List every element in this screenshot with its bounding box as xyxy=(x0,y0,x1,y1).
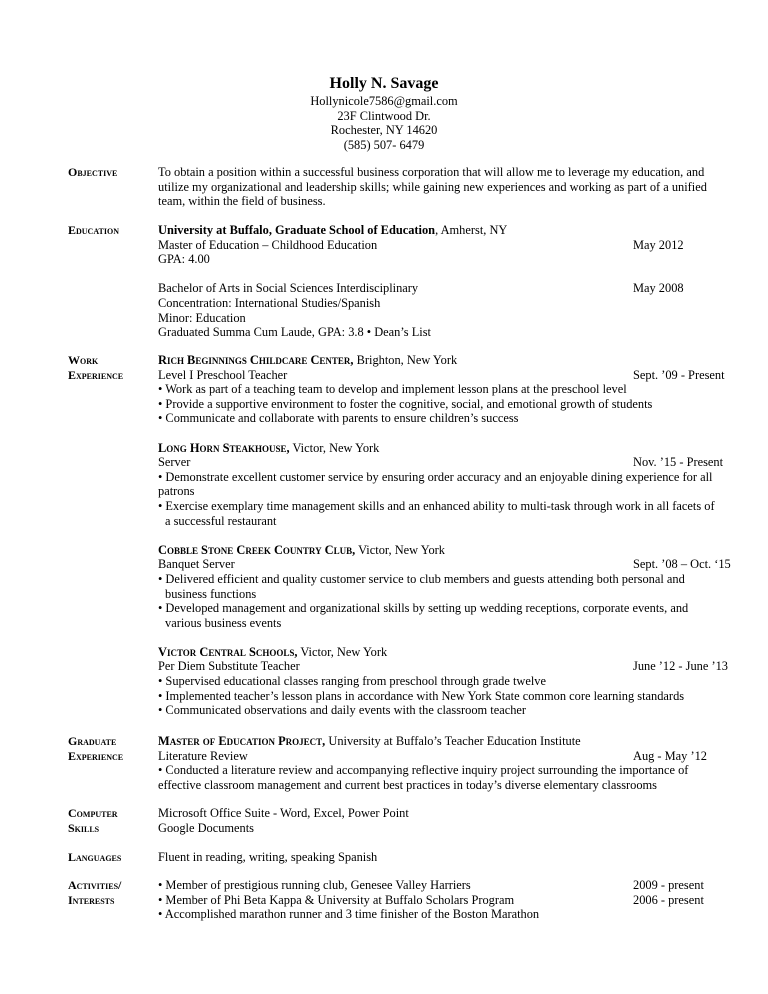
job-bullet: • Communicated observations and daily events with the classroom teacher xyxy=(158,703,527,718)
section-label: Education xyxy=(68,223,119,237)
minor-line: Minor: Education xyxy=(158,310,246,325)
objective-line: To obtain a position within a successful business corporation that will allow me to leverage my education, and xyxy=(158,165,705,179)
job-entry: Victor Central Schools, Victor, New York Per Diem Substitute Teacher June ’12 - June ’13 • Supervised educational classes ranging from preschool through grade twelve • Implemented teacher’s lesson plans in accordance with New York State common core learning standards • Communicated observations and daily events with the classroom teacher xyxy=(158,645,740,718)
objective-line: team, within the field of business. xyxy=(158,194,326,209)
contact-email: Hollynicole7586@gmail.com xyxy=(310,94,458,108)
job-entry: Cobble Stone Creek Country Club, Victor, New York Banquet Server Sept. ’08 – Oct. ‘15 • Delivered efficient and quality customer service to club members and guests attending both personal and business functions • Developed management and organizational skills by setting up wedding receptions, corporate events, and various business events xyxy=(158,543,740,631)
resume-header xyxy=(0,74,768,152)
skill-line: Google Documents xyxy=(158,820,255,835)
job-bullet: various business events xyxy=(165,615,282,630)
concentration-line: Concentration: International Studies/Spanish xyxy=(158,295,381,310)
job-entry: Long Horn Steakhouse, Victor, New York Server Nov. ’15 - Present • Demonstrate excellent customer service by ensuring order accuracy and an enjoyable dining experience for all patrons • Exercise exemplary time management skills and an enhanced ability to multi-task through work in all facets of a successful restaurant xyxy=(158,441,740,529)
job-bullet: • Provide a supportive environment to foster the cognitive, social, and emotional growth of students xyxy=(158,396,653,411)
job-bullet: patrons xyxy=(158,484,195,499)
objective-line: utilize my organizational and leadership skills; while gaining new experiences and working as part of a unified xyxy=(158,179,707,194)
resume-page: Holly N. Savage Hollynicole7586@gmail.com 23F Clintwood Dr. Rochester, NY 14620 (585) 507- 6479 Objective To obtain a position within a successful business corporation that will allow me to leverage my education, and utilize my organizational and leadership skills; while gaining new experiences and working as part of a unified team, within the field of business. Education University at Buffalo, Graduate School of Education, Amherst, NY Master of Education – Childhood Education May 2012 GPA: 4.00 Bachelor of Arts in Social Sciences Interdisciplinary May 2008 Concentration: International Studies/Spanish Minor: Education Graduated Summa Cum Laude, GPA: 3.8 • Dean’s List Work Experience Rich Beginnings Childcare Center, Brighton, New York Level I Preschool Teacher Sept. ’09 - Present • Work as part of a teaching team to develop and implement lesson plans at the preschool level • Provide a supportive environment to foster the cognitive, social, and emotional growth of students • Communicate and collaborate with parents to ensure children’s success Long Horn Steakhouse, Victor, New York Server Nov. ’15 - Present • Demonstrate excellent customer service by ensuring order accuracy and an enjoyable dining experience for all patrons • Exercise exemplary time management skills and an enhanced ability to multi-task through work in all facets of a successful restaurant Cobble Stone Creek Country Club, Victor, New York Banquet Server Sept. ’08 – Oct. ‘15 • Delivered efficient and quality customer service to club members and guests attending both personal and business functions • Developed management and organizational skills by setting up wedding receptions, corporate events, and various business events Victor Central Schools, Victor, New York Per Diem Substitute Teacher June ’12 - June ’13 • Supervised educational classes ranging from preschool through grade twelve • Implemented teacher’s lesson plans in accordance with New York State common core learning standards • Communicated observations and daily events with the classroom teacher Graduate Experience Master of Education Project, University at Buffalo’s Teacher Education Institute Literature Review Aug - May ’12 • Conducted a literature review and accompanying reflective inquiry project surrounding the importance of effective classroom management and current best practices in today’s diverse elementary classrooms Computer Skills Microsoft Office Suite - Word, Excel, Power Point Google Documents Languages Fluent in reading, writing, speaking Spanish Activities/ Interests • Member of prestigious running club, Genesee Valley Harriers 2009 - present • Member of Phi Beta Kappa & University at Buffalo Scholars Program 2006 - present • Accomplished marathon runner and 3 time finisher of the Boston Marathon xyxy=(0,0,768,994)
section-label: Languages xyxy=(68,850,122,864)
section-label: Activities/ Interests xyxy=(68,878,122,907)
honors-line: Graduated Summa Cum Laude, GPA: 3.8 • Dean’s List xyxy=(158,325,431,340)
skill-line: Microsoft Office Suite - Word, Excel, Power Point xyxy=(158,806,409,820)
school-line: University at Buffalo, Graduate School of Education, Amherst, NY xyxy=(158,223,508,237)
job-bullet: • Communicate and collaborate with parents to ensure children’s success xyxy=(158,411,519,426)
job-entry: Rich Beginnings Childcare Center, Brighton, New York Level I Preschool Teacher Sept. ’09 - Present • Work as part of a teaching team to develop and implement lesson plans at the preschool level • Provide a supportive environment to foster the cognitive, social, and emotional growth of students • Communicate and collaborate with parents to ensure children’s success xyxy=(158,353,740,426)
activity-item: • Member of Phi Beta Kappa & University at Buffalo Scholars Program 2006 - present xyxy=(158,892,704,907)
section-label: Computer Skills xyxy=(68,806,118,835)
job-bullet: business functions xyxy=(165,586,257,601)
job-bullet: a successful restaurant xyxy=(165,513,277,528)
contact-phone: (585) 507- 6479 xyxy=(343,137,425,152)
project-bullet: • Conducted a literature review and accompanying reflective inquiry project surrounding the importance of xyxy=(158,763,689,778)
section-label: Objective xyxy=(68,165,118,179)
degree-line: Master of Education – Childhood Education May 2012 xyxy=(158,237,684,252)
candidate-name: Holly N. Savage xyxy=(329,75,439,92)
job-bullet: • Delivered efficient and quality customer service to club members and guests attending both personal and xyxy=(158,571,685,586)
job-bullet: • Work as part of a teaching team to develop and implement lesson plans at the preschool level xyxy=(158,382,627,397)
job-bullet: • Supervised educational classes ranging from preschool through grade twelve xyxy=(158,674,546,689)
activity-item: • Member of prestigious running club, Genesee Valley Harriers 2009 - present xyxy=(158,878,704,892)
project-bullet: effective classroom management and current best practices in today’s diverse elementary classrooms xyxy=(158,777,657,792)
degree-line: Bachelor of Arts in Social Sciences Interdisciplinary May 2008 xyxy=(158,281,684,296)
activity-item: • Accomplished marathon runner and 3 time finisher of the Boston Marathon xyxy=(158,907,540,922)
contact-address-city: Rochester, NY 14620 xyxy=(330,123,438,138)
job-bullet: • Developed management and organizational skills by setting up wedding receptions, corporate events, and xyxy=(158,601,689,616)
contact-address-street: 23F Clintwood Dr. xyxy=(337,108,431,123)
job-bullet: • Demonstrate excellent customer service by ensuring order accuracy and an enjoyable dining experience for all xyxy=(158,469,713,484)
language-line: Fluent in reading, writing, speaking Spanish xyxy=(158,850,378,864)
section-label: Graduate Experience xyxy=(68,734,124,763)
section-label: Work Experience xyxy=(68,353,124,382)
job-bullet: • Exercise exemplary time management skills and an enhanced ability to multi-task through work in all facets of xyxy=(158,498,715,513)
gpa-line: GPA: 4.00 xyxy=(158,252,210,267)
job-bullet: • Implemented teacher’s lesson plans in accordance with New York State common core learning standards xyxy=(158,688,685,703)
